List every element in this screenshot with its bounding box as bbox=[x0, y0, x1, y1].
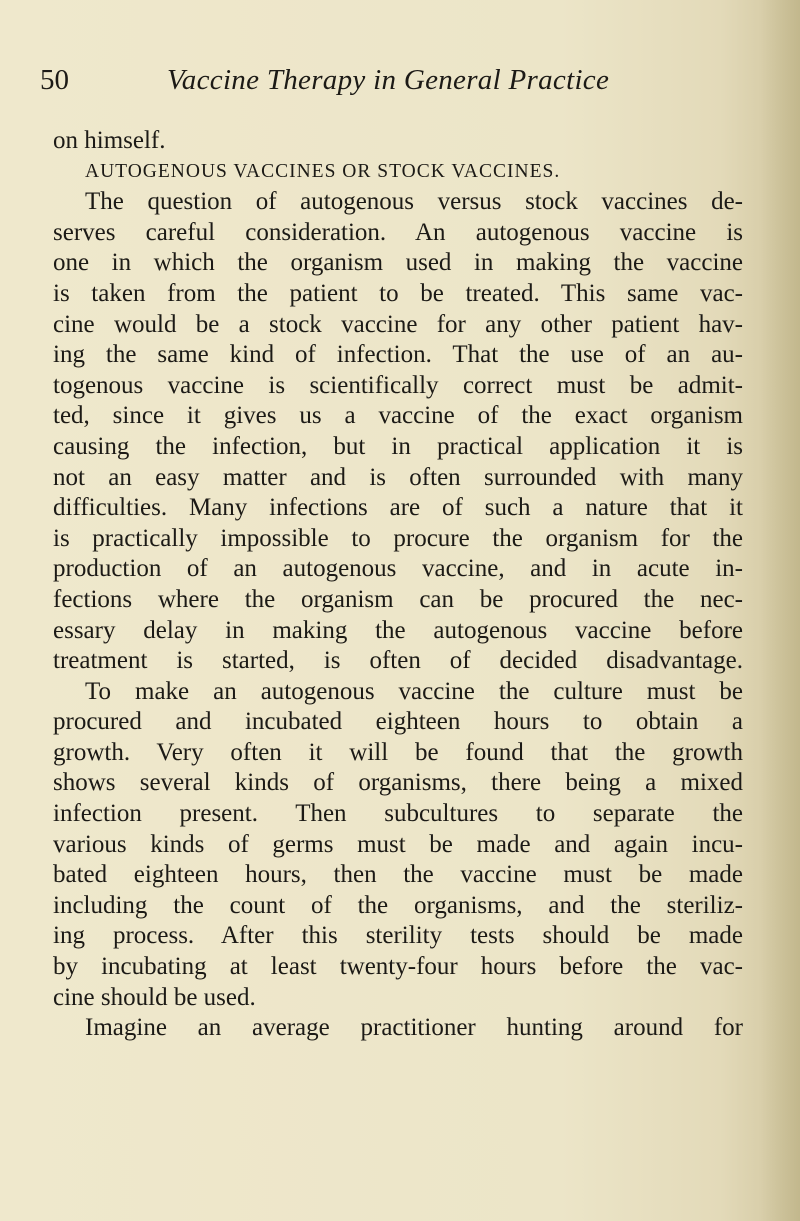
text-line: togenous vaccine is scientifically correct must be admit- bbox=[53, 371, 743, 399]
text-line: cine would be a stock vaccine for any other patient hav- bbox=[53, 310, 743, 338]
text-line: treatment is started, is often of decided disadvantage. bbox=[53, 647, 743, 675]
text-line: including the count of the organisms, and the steriliz- bbox=[53, 891, 743, 919]
text-line: is practically impossible to procure the organism for the bbox=[53, 524, 743, 552]
text-line: ted, since it gives us a vaccine of the exact organism bbox=[53, 402, 743, 430]
text-line: causing the infection, but in practical application it is bbox=[53, 432, 743, 460]
body-text bbox=[53, 126, 743, 1044]
text-line: by incubating at least twenty-four hours before the vac- bbox=[53, 953, 743, 981]
running-title: Vaccine Therapy in General Practice bbox=[167, 64, 610, 96]
text-line: difficulties. Many infections are of such a nature that it bbox=[53, 494, 743, 522]
text-line: ing process. After this sterility tests should be made bbox=[53, 922, 743, 950]
text-line: cine should be used. bbox=[53, 983, 256, 1011]
page-header bbox=[40, 60, 760, 100]
text-line: bated eighteen hours, then the vaccine must be made bbox=[53, 861, 743, 889]
text-line: essary delay in making the autogenous vaccine before bbox=[53, 616, 743, 644]
text-line: one in which the organism used in making the vaccine bbox=[53, 249, 743, 277]
text-line: serves careful consideration. An autogenous vaccine is bbox=[53, 218, 743, 246]
page-number: 50 bbox=[40, 64, 69, 96]
text-line: fections where the organism can be procured the nec- bbox=[53, 585, 743, 613]
text-line: infection present. Then subcultures to separate the bbox=[53, 800, 743, 828]
text-line: growth. Very often it will be found that the growth bbox=[53, 738, 743, 766]
text-line: production of an autogenous vaccine, and in acute in- bbox=[53, 555, 743, 583]
text-line: not an easy matter and is often surrounded with many bbox=[53, 463, 743, 491]
text-line: The question of autogenous versus stock vaccines de- bbox=[85, 188, 743, 216]
text-line: on himself. bbox=[53, 127, 166, 154]
section-heading: AUTOGENOUS VACCINES OR STOCK VACCINES. bbox=[85, 160, 561, 182]
text-line: procured and incubated eighteen hours to obtain a bbox=[53, 708, 743, 736]
text-line: various kinds of germs must be made and again incu- bbox=[53, 830, 743, 858]
text-line: is taken from the patient to be treated. This same vac- bbox=[53, 279, 743, 307]
text-line: Imagine an average practitioner hunting around for bbox=[85, 1014, 743, 1042]
text-line: To make an autogenous vaccine the culture must be bbox=[85, 677, 743, 705]
text-line: ing the same kind of infection. That the use of an au- bbox=[53, 341, 743, 369]
text-line: shows several kinds of organisms, there being a mixed bbox=[53, 769, 743, 797]
page-edge-shadow bbox=[760, 0, 800, 1221]
